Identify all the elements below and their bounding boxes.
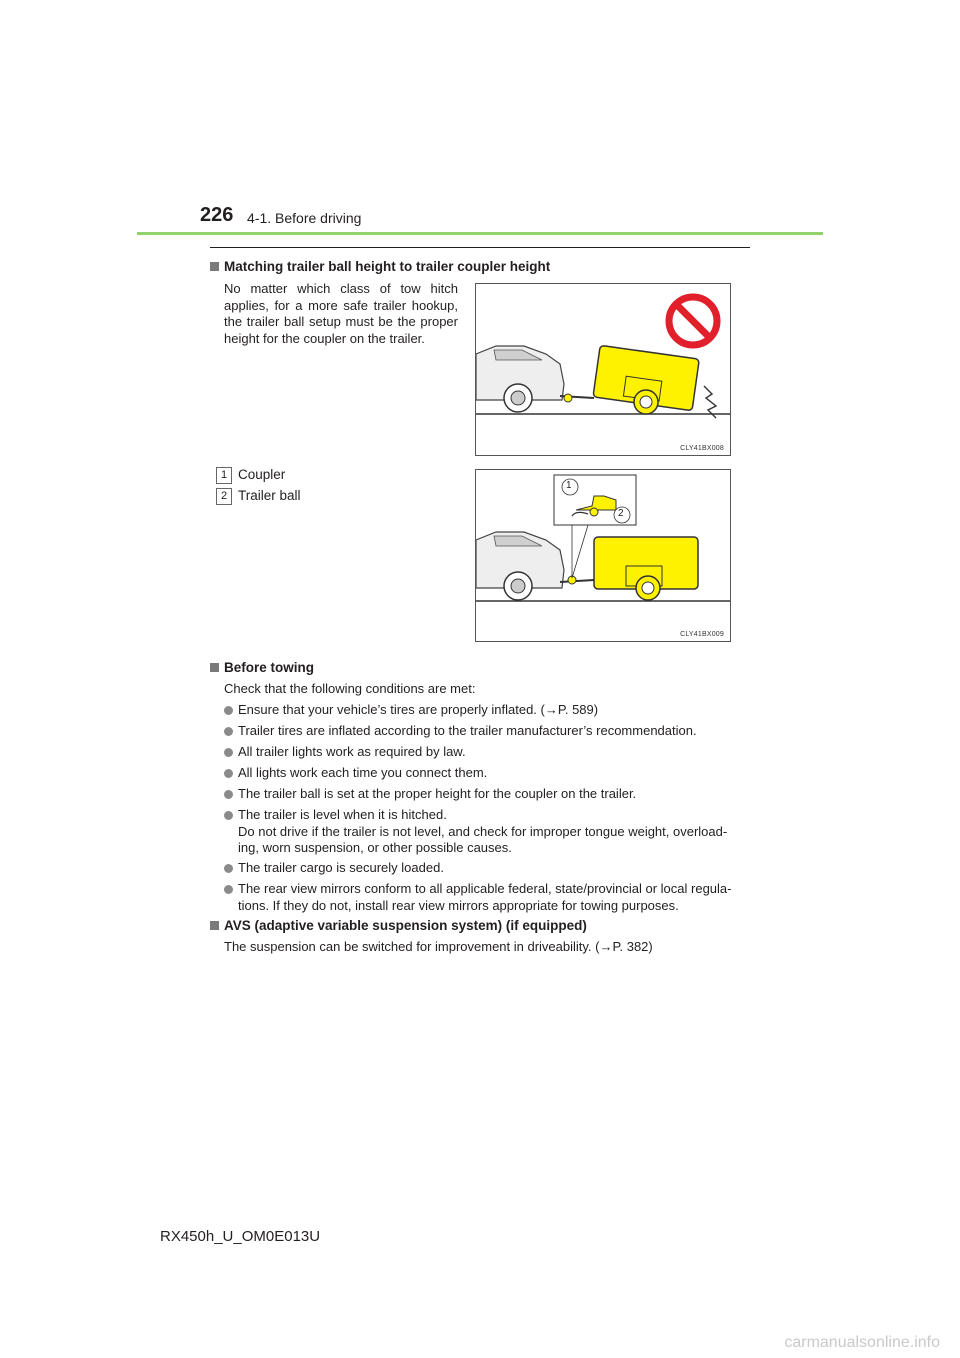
bullet-dot-icon [224,727,233,736]
list-item: Ensure that your vehicle’s tires are properly inflated. (→P. 589) [224,702,750,719]
callout-number: 1 [216,467,232,484]
callout-number: 2 [216,488,232,505]
list-item: Trailer tires are inflated according to the trailer manufacturer’s recommendation. [224,723,750,740]
section-title: 4-1. Before driving [247,210,362,226]
bullet-dot-icon [224,790,233,799]
callout-2: 2 [618,508,624,519]
illustration-wrong-height [476,284,730,455]
heading-before-towing: Before towing [210,660,314,675]
heading-matching: Matching trailer ball height to trailer coupler height [210,259,550,274]
callout-1: 1 [566,480,572,491]
bullet-dot-icon [224,748,233,757]
figure-correct-height [475,469,731,642]
model-code: RX450h_U_OM0E013U [160,1228,321,1245]
list-item: The trailer cargo is securely loaded. [224,860,750,877]
bullet-dot-icon [224,885,233,894]
watermark: carmanualsonline.info [784,1334,940,1351]
page-number: 226 [200,204,234,226]
bullet-dot-icon [224,811,233,820]
heading-avs: AVS (adaptive variable suspension system) (if equipped) [210,918,587,933]
intro-paragraph: No matter which class of tow hitch applies, for a more safe trailer hookup, the trailer ball setup must be the proper height for the coupler on the trailer. [224,281,458,346]
list-item: The trailer is level when it is hitched. Do not drive if the trailer is not level, and check for improper tongue weight, overload- ing, worn suspension, or other possible causes. [224,807,750,857]
bullet-dot-icon [224,706,233,715]
figure-wrong-height [475,283,731,456]
list-item: The trailer ball is set at the proper height for the coupler on the trailer. [224,786,750,803]
figure-code: CLY41BX008 [680,445,724,452]
bullet-dot-icon [224,864,233,873]
list-item: All lights work each time you connect them. [224,765,750,782]
header-rule [137,232,823,235]
illustration-correct-height [476,470,730,641]
figure-code: CLY41BX009 [680,631,724,638]
bullet-dot-icon [224,769,233,778]
square-bullet-icon [210,663,219,672]
legend-item-trailer-ball: 2 Trailer ball [216,488,301,505]
square-bullet-icon [210,921,219,930]
top-rule [210,247,750,248]
list-item: All trailer lights work as required by law. [224,744,750,761]
legend-item-coupler: 1 Coupler [216,467,285,484]
square-bullet-icon [210,262,219,271]
avs-text: The suspension can be switched for improvement in driveability. (→P. 382) [224,939,653,954]
list-item: The rear view mirrors conform to all applicable federal, state/provincial or local regula- tions. If they do not, install rear view mirrors appropriate for towing purposes. [224,881,750,914]
before-towing-intro: Check that the following conditions are met: [224,681,476,696]
